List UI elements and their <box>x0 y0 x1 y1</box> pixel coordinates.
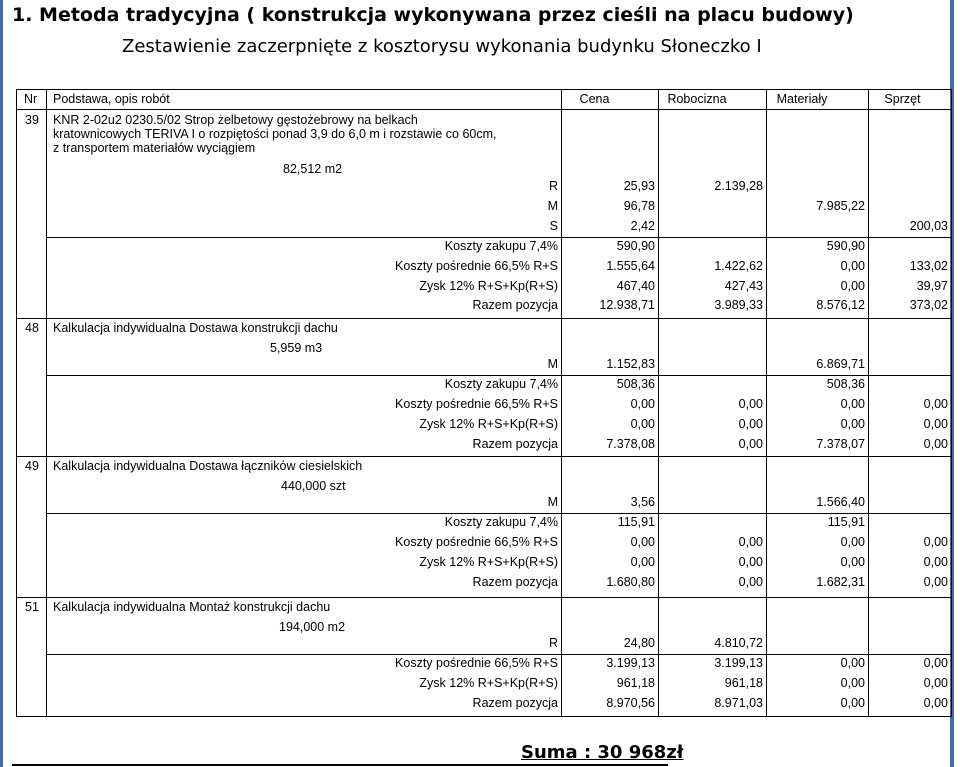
cost-labor: 0,00 <box>738 436 763 451</box>
cost-price: 961,18 <box>616 675 655 690</box>
position-number: 51 <box>25 600 39 614</box>
cost-price: 3.199,13 <box>606 655 655 670</box>
cost-equipment: 0,00 <box>923 675 948 690</box>
cost-materials: 7.378,07 <box>816 436 865 451</box>
cost-price: 115,91 <box>617 514 655 529</box>
position-number: 48 <box>25 321 39 335</box>
cost-equipment: 0,00 <box>923 655 948 670</box>
cost-subtotal-separator <box>46 375 952 376</box>
cost-materials: 115,91 <box>827 514 865 529</box>
header-labor: Robocizna <box>667 92 727 106</box>
position-description: KNR 2-02u2 0230.5/02 Strop żelbetowy gęstożebrowy na belkach <box>53 113 418 127</box>
cost-price: 590,90 <box>616 238 655 253</box>
cost-price: 1.555,64 <box>606 258 655 273</box>
cost-labor: 0,00 <box>738 534 763 549</box>
total-sum: Suma : 30 968zł <box>521 742 684 763</box>
cost-labor: 3.199,13 <box>714 655 763 670</box>
cost-equipment: 0,00 <box>923 436 948 451</box>
cost-materials: 508,36 <box>826 376 865 391</box>
cost-row-label: M <box>547 198 558 213</box>
position-separator <box>16 597 952 598</box>
cost-subtotal-separator <box>46 654 952 655</box>
cost-labor: 0,00 <box>738 574 763 589</box>
cost-labor: 8.971,03 <box>714 695 763 710</box>
position-description: Kalkulacja indywidualna Dostawa konstrukcji dachu <box>53 321 338 335</box>
cost-row-label: Razem pozycja <box>472 436 558 451</box>
cost-materials: 8.576,12 <box>816 298 865 313</box>
header-separator <box>16 109 952 110</box>
position-number: 39 <box>25 113 39 127</box>
cost-price: 3,56 <box>630 495 655 509</box>
page-subtitle: Zestawienie zaczerpnięte z kosztorysu wykonania budynku Słoneczko I <box>122 36 762 57</box>
header-materials: Materiały <box>776 92 828 106</box>
cost-labor: 1.422,62 <box>714 258 763 273</box>
cost-row-label: M <box>547 495 558 509</box>
bottom-rule <box>12 764 668 766</box>
cost-row-label: Koszty pośrednie 66,5% R+S <box>395 396 558 411</box>
position-description: kratownicowych TERIVA I o rozpiętości ponad 3,9 do 6,0 m i rozstawie co 60cm, <box>53 127 497 141</box>
position-description: z transportem materiałów wyciągiem <box>53 141 256 155</box>
position-quantity: 82,512 m2 <box>283 162 343 176</box>
cost-price: 1.152,83 <box>606 357 655 371</box>
cost-row-label: R <box>548 179 558 193</box>
cost-equipment: 0,00 <box>923 416 948 431</box>
header-nr: Nr <box>24 92 38 106</box>
cost-row-label: Koszty pośrednie 66,5% R+S <box>395 534 558 549</box>
cost-equipment: 39,97 <box>916 278 948 293</box>
cost-row-label: Koszty pośrednie 66,5% R+S <box>395 655 558 670</box>
position-description: Kalkulacja indywidualna Montaż konstrukcji dachu <box>53 600 331 614</box>
cost-row-label: Razem pozycja <box>472 298 558 313</box>
cost-estimate-table <box>16 89 952 716</box>
cost-equipment: 0,00 <box>923 396 948 411</box>
cost-materials: 0,00 <box>840 396 865 411</box>
cost-materials: 0,00 <box>840 258 865 273</box>
cost-materials: 1.566,40 <box>816 495 865 509</box>
cost-labor: 4.810,72 <box>714 636 763 650</box>
cost-materials: 0,00 <box>840 675 865 690</box>
cost-price: 0,00 <box>630 416 655 431</box>
position-quantity: 440,000 szt <box>281 479 346 493</box>
cost-price: 0,00 <box>630 396 655 411</box>
cost-row-label: Zysk 12% R+S+Kp(R+S) <box>419 554 558 569</box>
cost-price: 2,42 <box>630 218 655 233</box>
cost-materials: 7.985,22 <box>816 198 865 213</box>
cost-row-label: Zysk 12% R+S+Kp(R+S) <box>419 278 558 293</box>
cost-price: 1.680,80 <box>606 574 655 589</box>
cost-price: 467,40 <box>616 278 655 293</box>
table-border-left <box>16 89 17 716</box>
position-separator <box>16 456 952 457</box>
header-description: Podstawa, opis robót <box>53 92 170 106</box>
cost-price: 12.938,71 <box>599 298 655 313</box>
cost-row-label: Razem pozycja <box>472 574 558 589</box>
header-equipment: Sprzęt <box>884 92 921 106</box>
cost-price: 8.970,56 <box>606 695 655 710</box>
cost-labor: 3.989,33 <box>714 298 763 313</box>
cost-row-label: Koszty pośrednie 66,5% R+S <box>395 258 558 273</box>
cost-price: 7.378,08 <box>606 436 655 451</box>
cost-equipment: 0,00 <box>923 574 948 589</box>
cost-equipment: 0,00 <box>923 554 948 569</box>
cost-row-label: R <box>548 636 558 650</box>
cost-price: 508,36 <box>616 376 655 391</box>
cost-row-label: Koszty zakupu 7,4% <box>444 238 558 253</box>
cost-equipment: 133,02 <box>909 258 948 273</box>
cost-row-label: Zysk 12% R+S+Kp(R+S) <box>419 675 558 690</box>
cost-price: 25,93 <box>623 179 655 193</box>
cost-labor: 961,18 <box>724 675 763 690</box>
table-border-right <box>951 89 952 716</box>
cost-labor: 0,00 <box>738 554 763 569</box>
cost-price: 24,80 <box>623 636 655 650</box>
cost-labor: 0,00 <box>738 396 763 411</box>
table-border-top <box>16 89 952 90</box>
cost-materials: 6.869,71 <box>816 357 865 371</box>
position-quantity: 5,959 m3 <box>270 341 323 355</box>
cost-row-label: Koszty zakupu 7,4% <box>444 514 558 529</box>
cost-row-label: M <box>547 357 558 371</box>
cost-subtotal-separator <box>46 513 952 514</box>
table-border-bottom <box>16 716 952 717</box>
cost-materials: 0,00 <box>840 695 865 710</box>
cost-equipment: 200,03 <box>909 218 948 233</box>
header-price: Cena <box>579 92 610 106</box>
cost-materials: 590,90 <box>826 238 865 253</box>
cost-row-label: Koszty zakupu 7,4% <box>444 376 558 391</box>
cost-materials: 0,00 <box>840 655 865 670</box>
cost-materials: 0,00 <box>840 416 865 431</box>
cost-labor: 2.139,28 <box>714 179 763 193</box>
cost-labor: 0,00 <box>738 416 763 431</box>
cost-row-label: Razem pozycja <box>472 695 558 710</box>
cost-materials: 0,00 <box>840 534 865 549</box>
cost-materials: 1.682,31 <box>816 574 865 589</box>
position-quantity: 194,000 m2 <box>279 620 346 634</box>
position-separator <box>16 318 952 319</box>
cost-equipment: 0,00 <box>923 695 948 710</box>
cost-equipment: 0,00 <box>923 534 948 549</box>
cost-price: 0,00 <box>630 554 655 569</box>
cost-subtotal-separator <box>46 237 952 238</box>
cost-price: 0,00 <box>630 534 655 549</box>
cost-equipment: 373,02 <box>909 298 948 313</box>
cost-row-label: Zysk 12% R+S+Kp(R+S) <box>419 416 558 431</box>
cost-materials: 0,00 <box>840 278 865 293</box>
cost-price: 96,78 <box>623 198 655 213</box>
cost-materials: 0,00 <box>840 554 865 569</box>
position-number: 49 <box>25 459 39 473</box>
position-description: Kalkulacja indywidualna Dostawa łączników ciesielskich <box>53 459 363 473</box>
cost-row-label: S <box>549 218 558 233</box>
cost-labor: 427,43 <box>724 278 763 293</box>
page-title: 1. Metoda tradycyjna ( konstrukcja wykonywana przez cieśli na placu budowy) <box>12 4 854 26</box>
